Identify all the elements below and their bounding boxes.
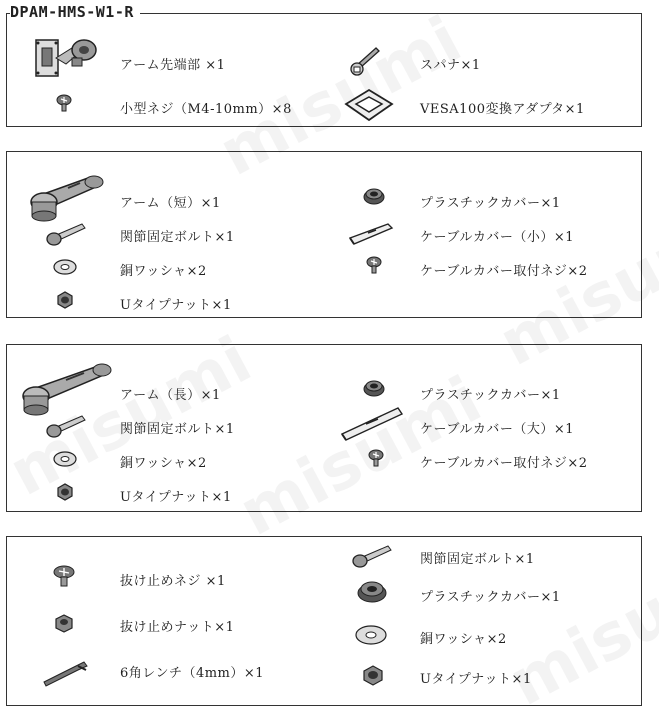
cable-cover-screw-icon [364,255,384,275]
part-label: アーム（長）×1 [120,388,221,403]
part-label: VESA100変換アダプタ×1 [420,102,585,117]
copper-washer-icon [52,450,78,468]
part-label: 銅ワッシャ×2 [120,264,207,279]
parts-section-4 [6,536,642,706]
part-label: 関節固定ボルト×1 [120,422,235,437]
part-label: 抜け止めネジ ×1 [120,574,226,589]
part-label: アーム（短）×1 [120,196,221,211]
part-label: プラスチックカバー×1 [420,388,561,403]
u-nut-icon [54,290,76,310]
part-label: 銅ワッシャ×2 [420,632,507,647]
plastic-cover-icon [362,186,386,206]
part-label: 抜け止めナット×1 [120,620,235,635]
vesa-adapter-icon [344,88,394,122]
copper-washer-icon [354,624,388,646]
document-title: DPAM-HMS-W1-R [10,3,140,21]
part-label: ケーブルカバー取付ネジ×2 [420,456,588,471]
long-arm-icon [18,360,114,420]
u-nut-icon [54,482,76,502]
copper-washer-icon [52,258,78,276]
joint-bolt-icon [350,542,394,570]
part-label: プラスチックカバー×1 [420,590,561,605]
joint-bolt-icon [44,220,88,248]
part-label: ケーブルカバー取付ネジ×2 [420,264,588,279]
part-label: 銅ワッシャ×2 [120,456,207,471]
part-label: 小型ネジ（M4-10mm）×8 [120,102,292,117]
small-screw-icon [54,94,74,112]
plastic-cover-icon [356,578,388,604]
joint-bolt-icon [44,412,88,440]
cable-cover-small-icon [346,218,394,248]
part-label: 関節固定ボルト×1 [420,552,535,567]
part-label: アーム先端部 ×1 [120,58,226,73]
part-label: Uタイプナット×1 [120,490,232,505]
plastic-cover-icon [362,378,386,398]
part-label: 関節固定ボルト×1 [120,230,235,245]
part-label: Uタイプナット×1 [120,298,232,313]
retaining-screw-icon [50,564,78,588]
short-arm-icon [28,172,106,224]
part-label: ケーブルカバー（小）×1 [420,230,574,245]
part-label: ケーブルカバー（大）×1 [420,422,574,437]
hex-wrench-icon [40,658,90,688]
part-label: プラスチックカバー×1 [420,196,561,211]
arm-tip-icon [32,32,104,84]
part-label: スパナ×1 [420,58,481,73]
part-label: Uタイプナット×1 [420,672,532,687]
part-label: 6角レンチ（4mm）×1 [120,666,265,681]
u-nut-icon [360,664,386,688]
cable-cover-large-icon [338,404,406,446]
cable-cover-screw-icon [366,448,386,468]
retaining-nut-icon [52,612,76,636]
spanner-icon [348,44,382,78]
